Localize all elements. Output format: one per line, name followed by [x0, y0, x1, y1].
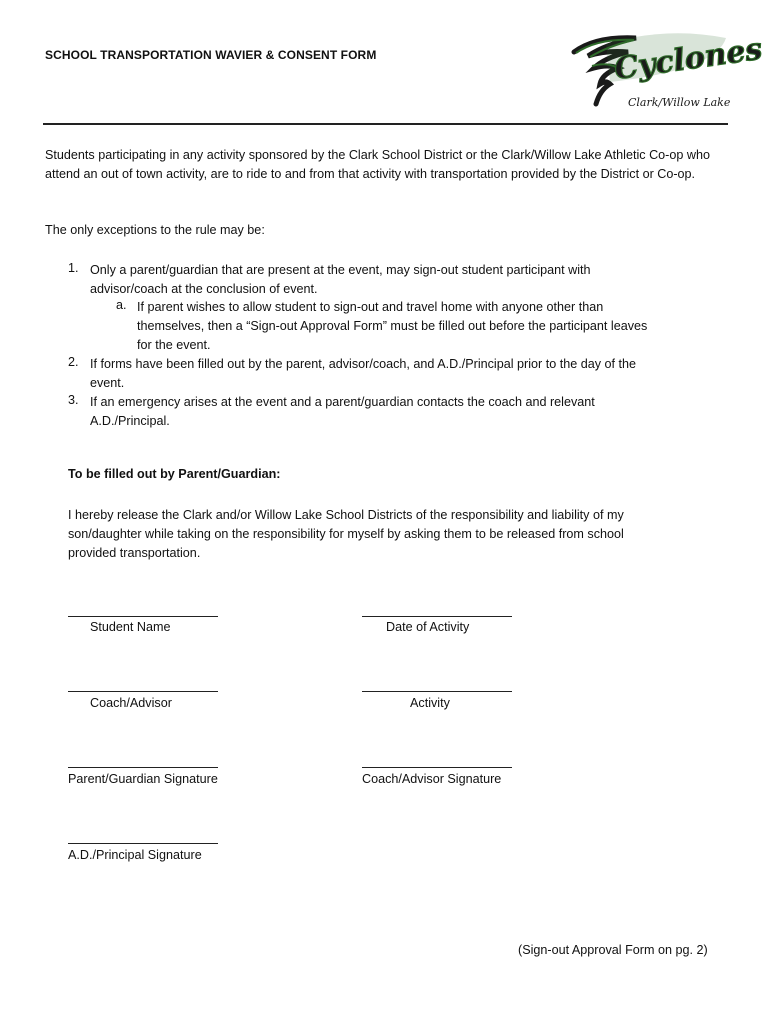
parent-signature-field[interactable]: [68, 767, 218, 768]
coach-advisor-label: Coach/Advisor: [90, 696, 172, 710]
principal-signature-field[interactable]: [68, 843, 218, 844]
list-number: 1.: [68, 261, 79, 275]
header-divider: [43, 123, 728, 125]
cyclones-logo: [566, 22, 765, 114]
list-text: event.: [90, 376, 125, 390]
coach-advisor-field[interactable]: [68, 691, 218, 692]
list-letter: a.: [116, 298, 127, 312]
parent-signature-label: Parent/Guardian Signature: [68, 772, 218, 786]
release-text: I hereby release the Clark and/or Willow Lake School Districts of the responsibility and liability of my: [68, 508, 624, 522]
cyclones-logo-graphic: [566, 22, 765, 114]
intro-paragraph: Students participating in any activity sponsored by the Clark School District or the Clark/Willow Lake Athletic Co-op who attend an out of town activity, are to ride to and from that activity with transportation provided by the District or Co-op.: [45, 148, 710, 181]
list-text: A.D./Principal.: [90, 414, 170, 428]
list-text: for the event.: [137, 338, 211, 352]
principal-signature-label: A.D./Principal Signature: [68, 848, 202, 862]
list-text: If forms have been filled out by the parent, advisor/coach, and A.D./Principal prior to the day of the: [90, 357, 637, 371]
release-text: son/daughter while taking on the responsibility for myself by asking them to be released from school: [68, 527, 624, 541]
page-footer-note: (Sign-out Approval Form on pg. 2): [518, 943, 708, 957]
list-text: Only a parent/guardian that are present at the event, may sign-out student participant with: [90, 263, 591, 277]
logo-subtext: Clark/Willow Lake: [628, 96, 731, 109]
date-of-activity-field[interactable]: [362, 616, 512, 617]
date-of-activity-label: Date of Activity: [386, 620, 470, 634]
list-number: 3.: [68, 393, 79, 407]
coach-signature-label: Coach/Advisor Signature: [362, 772, 502, 786]
logo-wordmark: Cyclones: [612, 31, 765, 88]
exceptions-heading: The only exceptions to the rule may be:: [45, 223, 265, 237]
release-text: provided transportation.: [68, 546, 201, 560]
activity-field[interactable]: [362, 691, 512, 692]
student-name-field[interactable]: [68, 616, 218, 617]
list-text: If parent wishes to allow student to sign-out and travel home with anyone other than: [137, 300, 604, 314]
student-name-label: Student Name: [90, 620, 171, 634]
list-text: If an emergency arises at the event and a parent/guardian contacts the coach and relevant: [90, 395, 595, 409]
list-text: advisor/coach at the conclusion of event.: [90, 282, 318, 296]
parent-section-heading: To be filled out by Parent/Guardian:: [68, 467, 281, 481]
activity-label: Activity: [410, 696, 450, 710]
form-title: SCHOOL TRANSPORTATION WAVIER & CONSENT FORM: [45, 48, 377, 62]
list-text: themselves, then a “Sign-out Approval Form” must be filled out before the participant leaves: [137, 319, 648, 333]
list-number: 2.: [68, 355, 79, 369]
coach-signature-field[interactable]: [362, 767, 512, 768]
